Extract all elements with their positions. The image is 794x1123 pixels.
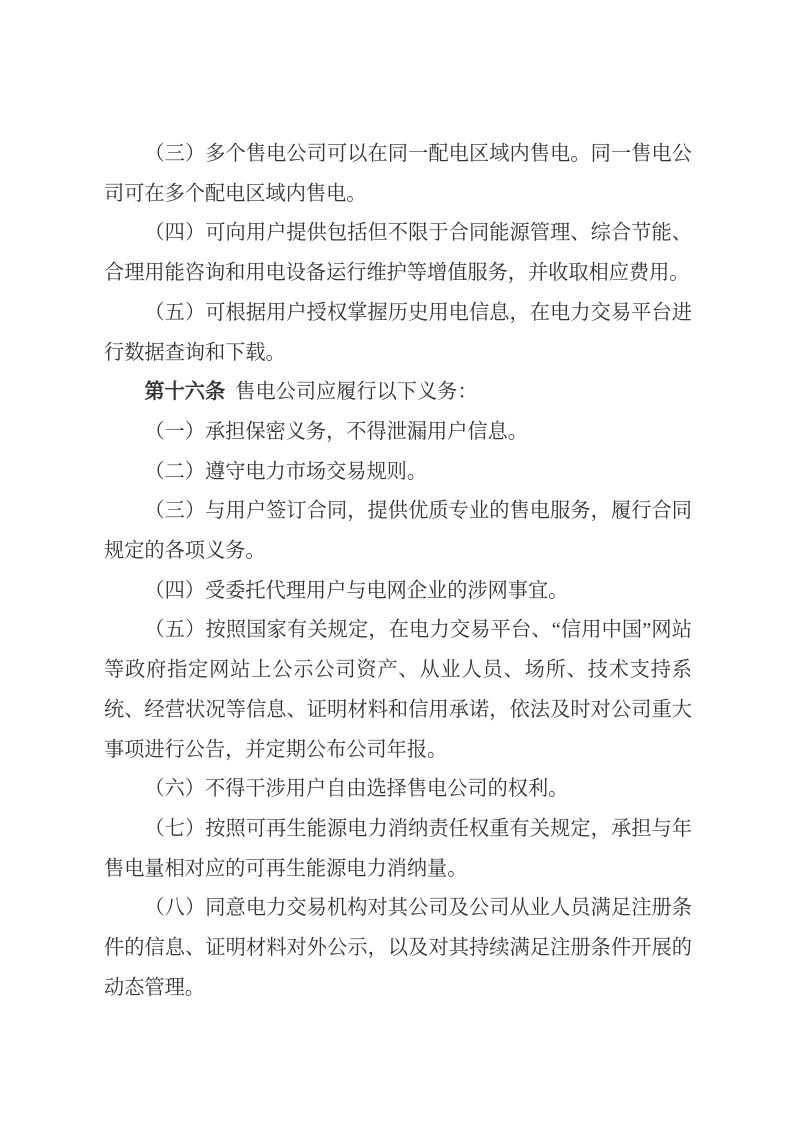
document-body: [104, 135, 692, 1008]
duty-item-1: （一）承担保密义务，不得泄漏用户信息。: [144, 420, 528, 443]
duty-item-4: （四）受委托代理用户与电网企业的涉网事宜。: [144, 579, 569, 602]
duty-item-7: （七）按照可再生能源电力消纳责任权重有关规定，承担与年售电量相对应的可再生能源电力消纳量。: [104, 817, 692, 880]
article-title: 售电公司应履行以下义务：: [235, 381, 478, 404]
article-number: 第十六条: [144, 381, 226, 404]
duty-item-8: （八）同意电力交易机构对其公司及公司从业人员满足注册条件的信息、证明材料对外公示，以及对其持续满足注册条件开展的动态管理。: [104, 897, 692, 999]
duty-item-5: （五）按照国家有关规定，在电力交易平台、“信用中国”网站等政府指定网站上公示公司资产、从业人员、场所、技术支持系统、经营状况等信息、证明材料和信用承诺，依法及时对公司重大事项进行公告，并定期公布公司年报。: [104, 619, 692, 761]
clause-item-3: （三）多个售电公司可以在同一配电区域内售电。同一售电公司可在多个配电区域内售电。: [104, 143, 692, 205]
duty-item-3: （三）与用户签订合同，提供优质专业的售电服务，履行合同规定的各项义务。: [104, 500, 692, 563]
duty-item-6: （六）不得干涉用户自由选择售电公司的权利。: [144, 778, 569, 801]
clause-item-4: （四）可向用户提供包括但不限于合同能源管理、综合节能、合理用能咨询和用电设备运行维护等增值服务，并收取相应费用。: [104, 222, 692, 285]
duty-item-2: （二）遵守电力市场交易规则。: [144, 460, 428, 483]
article-16-heading: [104, 373, 692, 413]
clause-item-5: （五）可根据用户授权掌握历史用电信息，在电力交易平台进行数据查询和下载。: [104, 301, 692, 364]
